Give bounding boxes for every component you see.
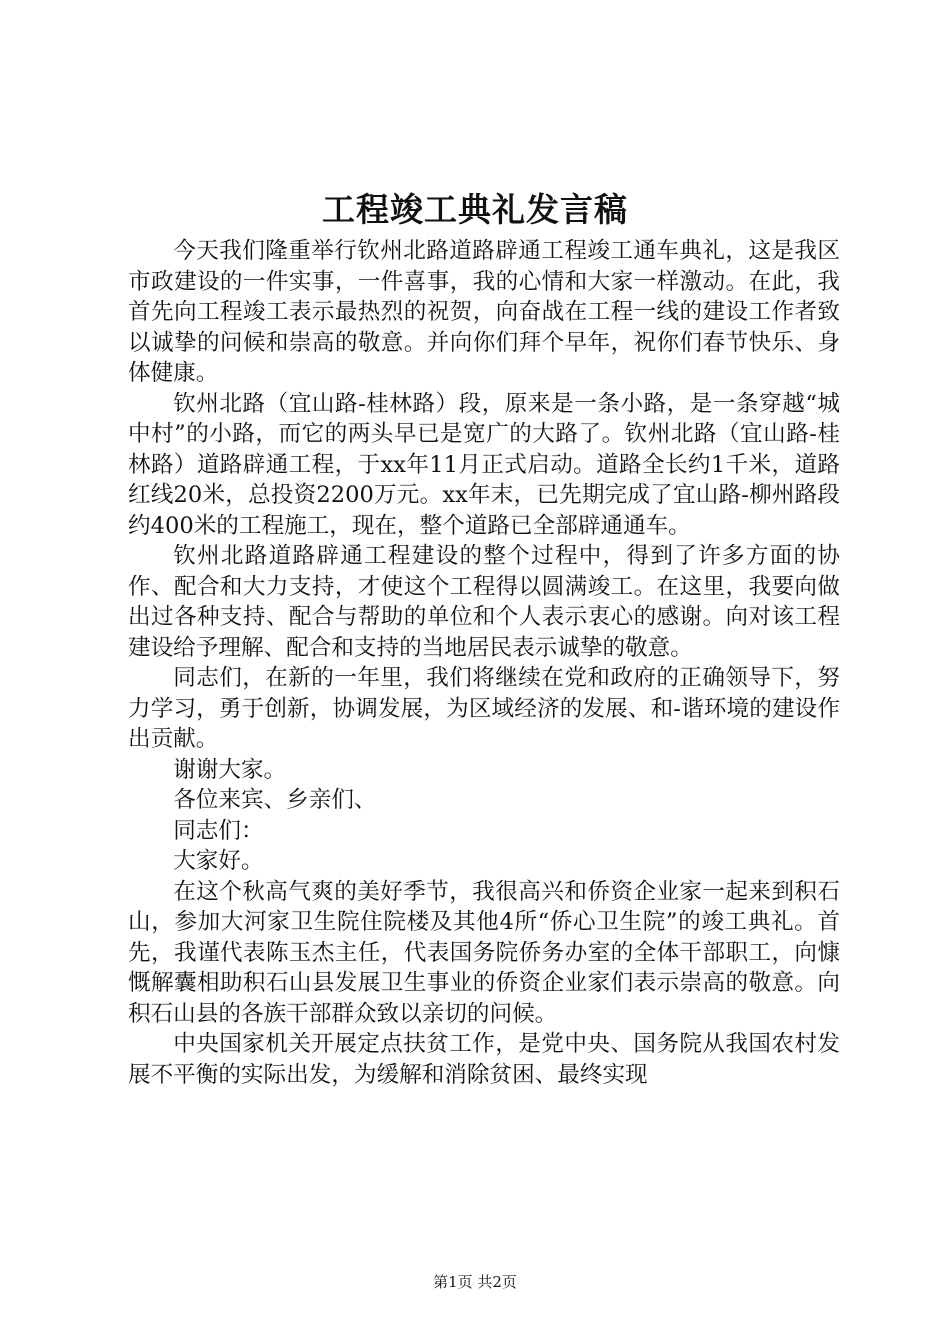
paragraph: 今天我们隆重举行钦州北路道路辟通工程竣工通车典礼，这是我区市政建设的一件实事，一件喜事，我的心情和大家一样激动。在此，我首先向工程竣工表示最热烈的祝贺，向奋战在工程一线的建设工作者致以诚挚的问候和崇高的敬意。并向你们拜个早年，祝你们春节快乐、身体健康。 xyxy=(128,238,840,386)
paragraph: 各位来宾、乡亲们、 xyxy=(173,787,377,813)
paragraph: 钦州北路（宜山路-桂林路）段，原来是一条小路，是一条穿越“城中村”的小路，而它的两头早已是宽广的大路了。钦州北路（宜山路-桂林路）道路辟通工程，于xx年11月正式启动。道路全长约1千米，道路红线20米，总投资2200万元。xx年末，已先期完成了宜山路-柳州路段约400米的工程施工，现在，整个道路已全部辟通通车。 xyxy=(128,390,840,539)
paragraph: 在这个秋高气爽的美好季节，我很高兴和侨资企业家一起来到积石山，参加大河家卫生院住院楼及其他4所“侨心卫生院”的竣工典礼。首先，我谨代表陈玉杰主任，代表国务院侨务办室的全体干部职工，向慷慨解囊相助积石山县发展卫生事业的侨资企业家们表示崇高的敬意。向积石山县的各族干部群众致以亲切的问候。 xyxy=(128,878,840,1027)
document-body xyxy=(128,236,840,1090)
paragraph: 同志们： xyxy=(173,817,264,844)
document-title: 工程竣工典礼发言稿 xyxy=(322,190,628,229)
page-footer: 第1页 共2页 xyxy=(433,1273,517,1291)
paragraph: 同志们，在新的一年里，我们将继续在党和政府的正确领导下，努力学习，勇于创新，协调发展，为区域经济的发展、和-谐环境的建设作出贡献。 xyxy=(128,665,840,752)
paragraph: 钦州北路道路辟通工程建设的整个过程中，得到了许多方面的协作、配合和大力支持，才使这个工程得以圆满竣工。在这里，我要向做出过各种支持、配合与帮助的单位和个人表示衷心的感谢。向对该工程建设给予理解、配合和支持的当地居民表示诚挚的敬意。 xyxy=(128,543,840,661)
paragraph: 谢谢大家。 xyxy=(173,756,287,783)
paragraph: 大家好。 xyxy=(173,848,264,874)
paragraph: 中央国家机关开展定点扶贫工作，是党中央、国务院从我国农村发展不平衡的实际出发，为缓解和消除贫困、最终实现 xyxy=(128,1031,840,1088)
